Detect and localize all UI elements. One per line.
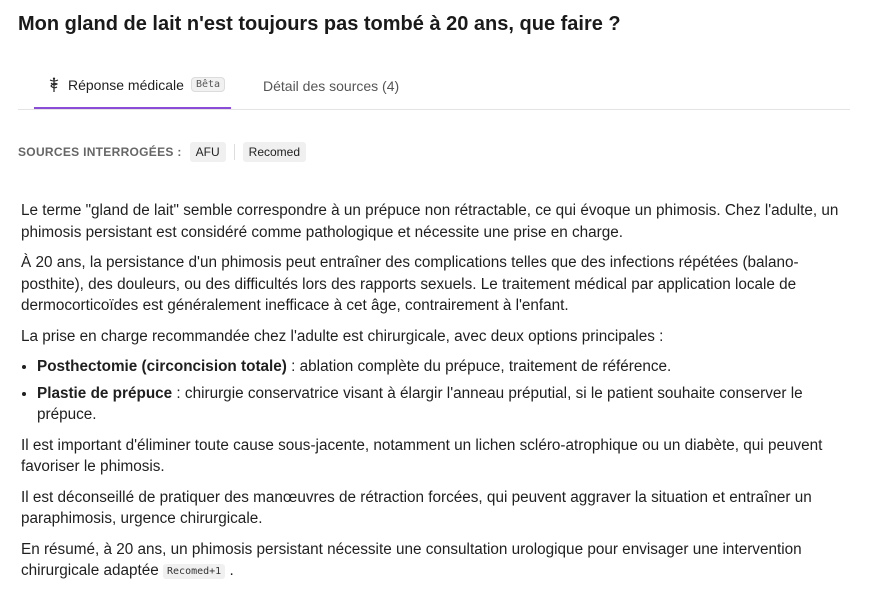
answer-content <box>21 200 841 592</box>
page-title: Mon gland de lait n'est toujours pas tombé à 20 ans, que faire ? <box>18 13 621 35</box>
tab-source-details-label: Détail des sources (4) <box>263 77 400 94</box>
treatment-options-list <box>21 356 841 426</box>
source-chip-recomed[interactable]: Recomed <box>243 142 306 162</box>
answer-paragraph: Il est important d'éliminer toute cause sous-jacente, notamment un lichen scléro-atrophique ou un diabète, qui peuvent favoriser le phimosis. <box>21 436 823 475</box>
caduceus-icon <box>48 77 60 93</box>
option-term: Posthectomie (circoncision totale) <box>37 358 287 375</box>
answer-paragraph: La prise en charge recommandée chez l'adulte est chirurgicale, avec deux options principales : <box>21 327 664 345</box>
source-divider <box>234 144 235 160</box>
sources-queried <box>18 141 306 163</box>
summary-text: En résumé, à 20 ans, un phimosis persistant nécessite une consultation urologique pour envisager une intervention chirurgicale adaptée <box>21 540 802 579</box>
tab-medical-answer[interactable] <box>34 62 231 109</box>
summary-end: . <box>229 562 234 579</box>
list-item-posthectomy <box>37 356 841 378</box>
tab-source-details[interactable] <box>263 62 399 109</box>
citation-chip[interactable]: Recomed+1 <box>163 564 225 579</box>
list-item-preputial-plasty <box>37 383 841 426</box>
answer-summary <box>21 539 841 583</box>
answer-paragraph: À 20 ans, la persistance d'un phimosis peut entraîner des complications telles que des infections répétées (balano-posthite), des douleurs, ou des difficultés lors des rapports sexuels. Le traitement médical par application locale de dermocorticoïdes est généralement inefficace à cet âge, contrairement à l'enfant. <box>21 254 799 314</box>
option-term: Plastie de prépuce <box>37 384 173 402</box>
tab-medical-answer-label: Réponse médicale <box>68 76 184 93</box>
answer-paragraph: Le terme "gland de lait" semble correspondre à un prépuce non rétractable, ce qui évoque un phimosis. Chez l'adulte, un phimosis persistant est considéré comme pathologique et nécessite une prise en charge. <box>21 202 839 241</box>
beta-badge: Bêta <box>191 77 225 92</box>
answer-paragraph: Il est déconseillé de pratiquer des manœuvres de rétraction forcées, qui peuvent aggraver la situation et entraîner un paraphimosis, urgence chirurgicale. <box>21 488 812 527</box>
source-chip-afu[interactable]: AFU <box>190 142 226 162</box>
tab-bar <box>18 62 850 110</box>
sources-label: SOURCES INTERROGÉES : <box>18 145 182 159</box>
option-description: : ablation complète du prépuce, traitement de référence. <box>286 358 672 375</box>
option-description: : chirurgie conservatrice visant à élargir l'anneau préputial, si le patient souhaite conserver le prépuce. <box>37 384 803 423</box>
